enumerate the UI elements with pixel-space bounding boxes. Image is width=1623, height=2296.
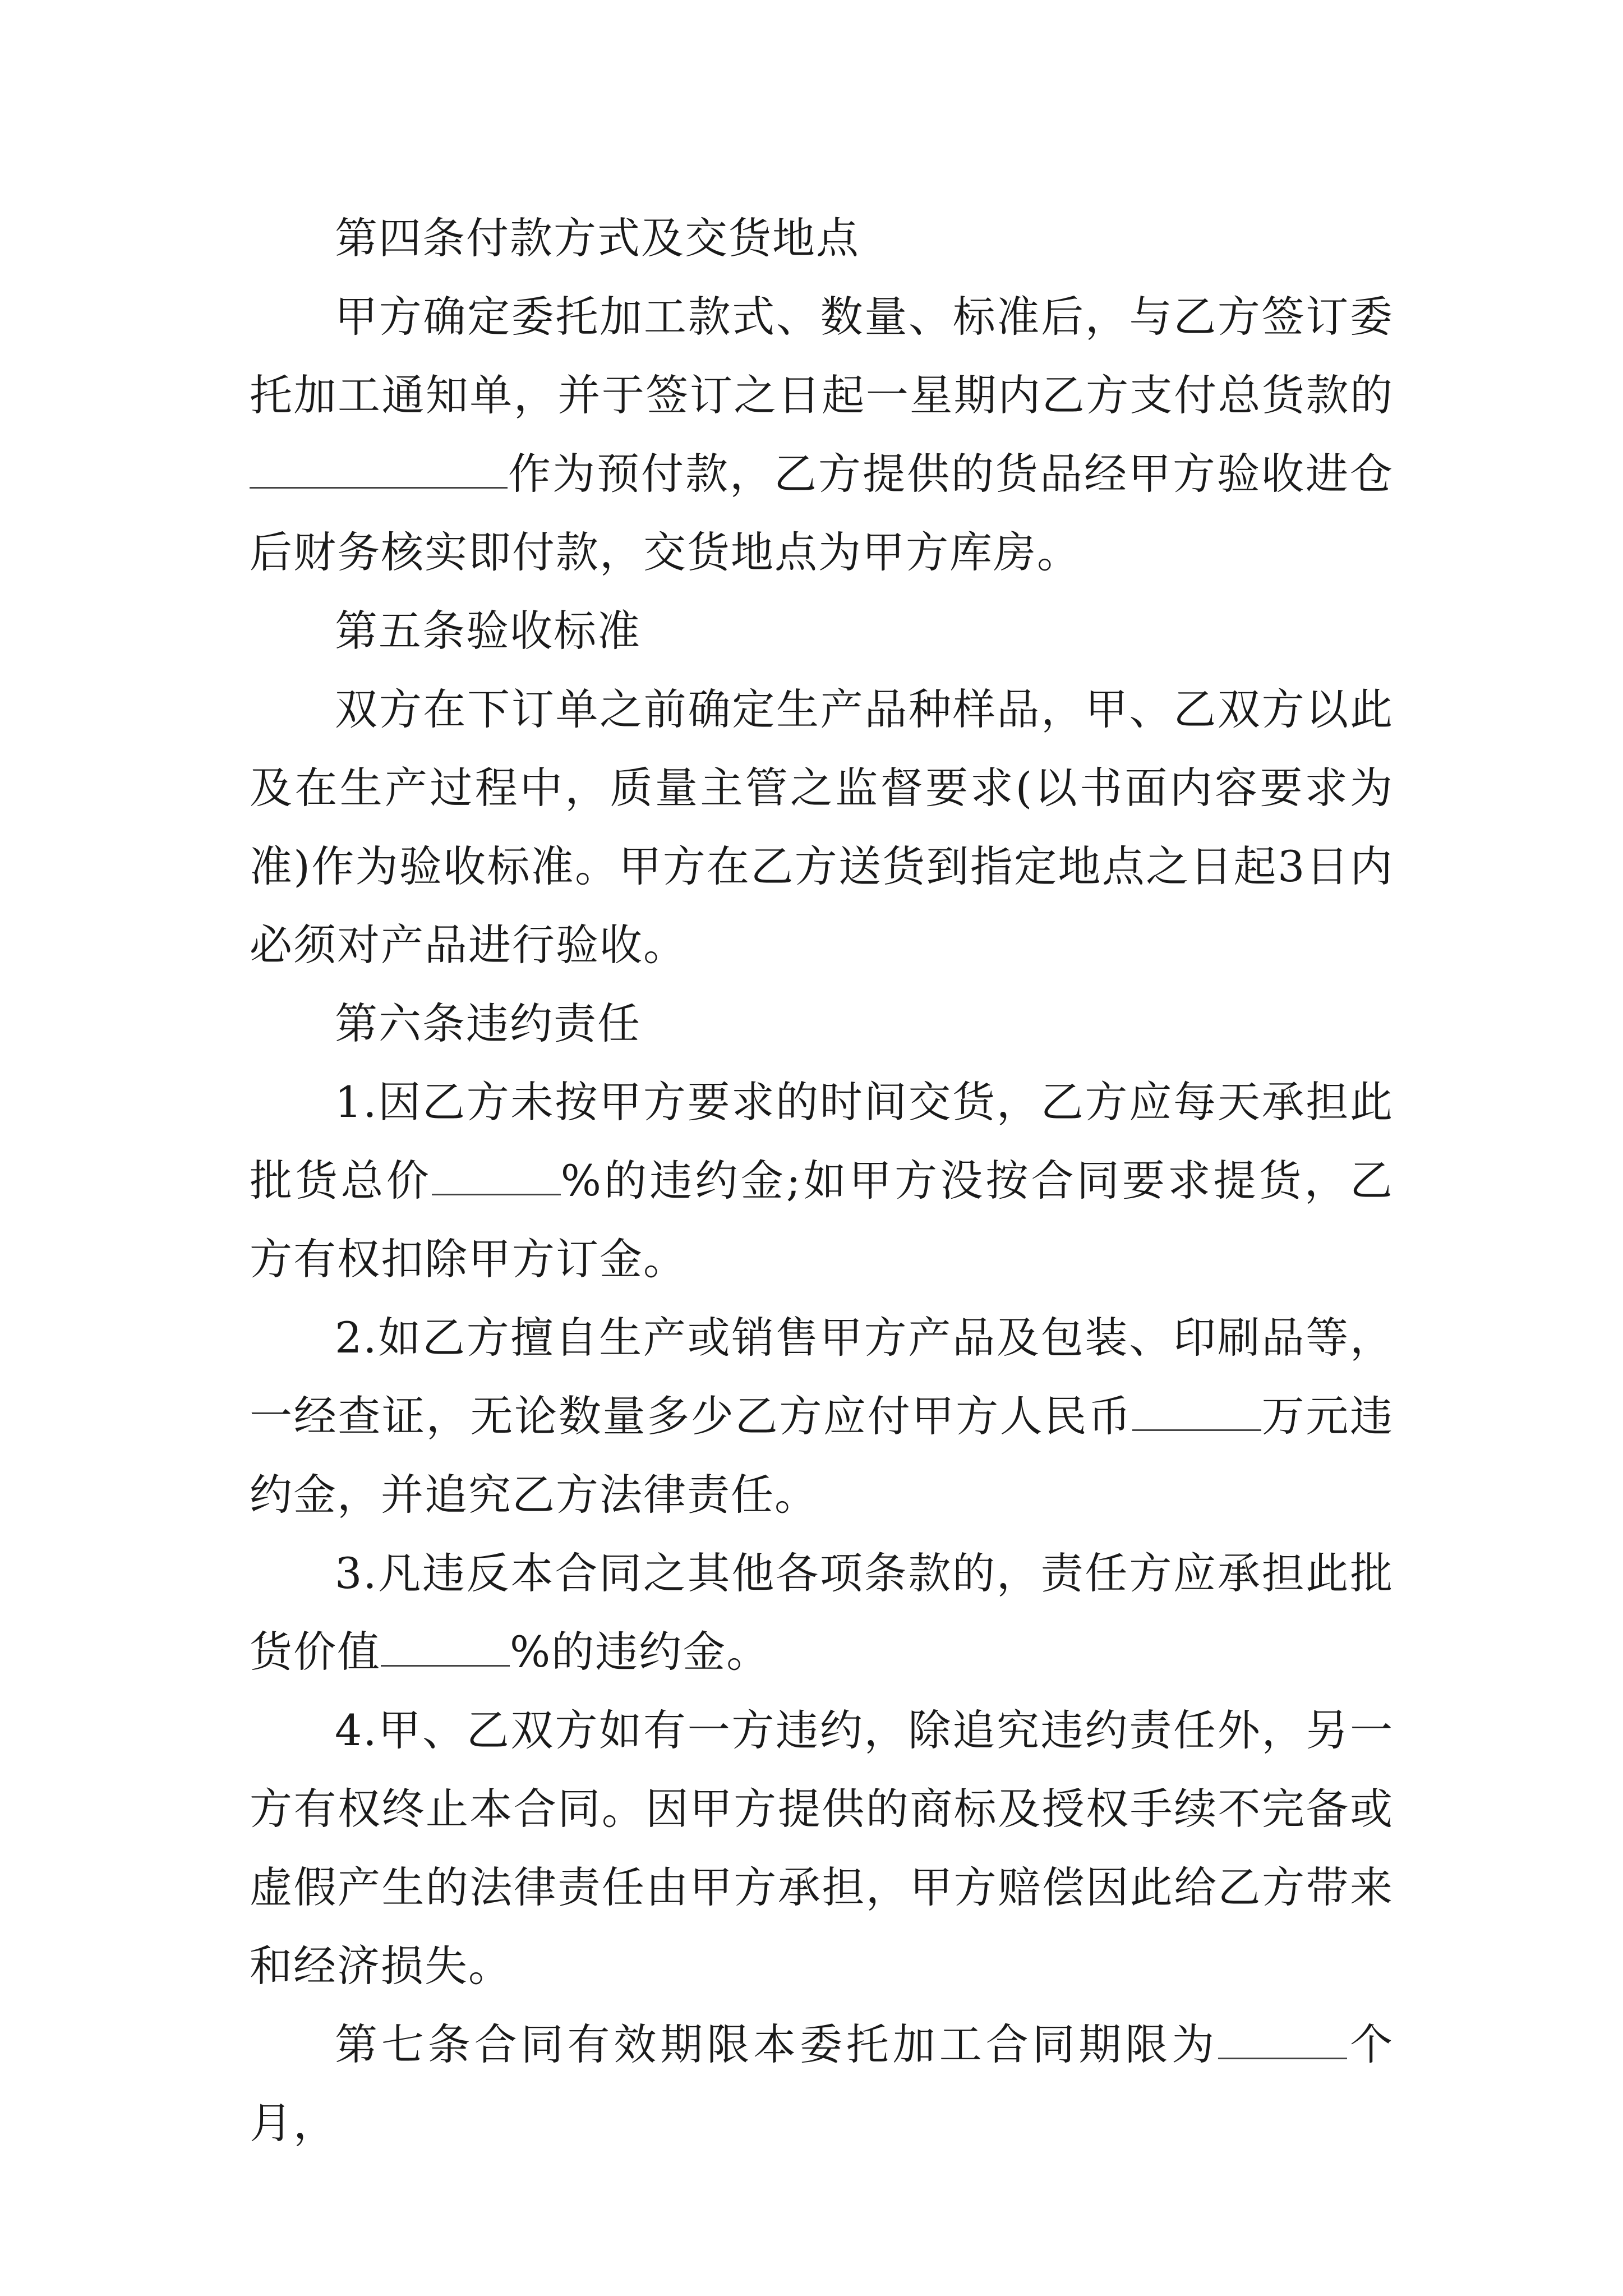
article-6-item-4: 4.甲、乙双方如有一方违约，除追究违约责任外，另一方有权终止本合同。因甲方提供的商标及授权手续不完备或虚假产生的法律责任由甲方承担，甲方赔偿因此给乙方带来和经济损失。 bbox=[250, 1705, 1394, 1991]
contract-months-blank bbox=[1218, 2024, 1347, 2059]
article-5-heading: 第五条验收标准 bbox=[335, 606, 641, 656]
prepayment-blank bbox=[250, 453, 508, 489]
article-7-paragraph: 第七条合同有效期限本委托加工合同期限为 个月， bbox=[250, 2019, 1394, 2148]
article-4-paragraph: 甲方确定委托加工款式、数量、标准后，与乙方签订委托加工通知单，并于签订之日起一星期内乙方支付总货款的作为预付款，乙方提供的货品经甲方验收进仓后财务核实即付款，交货地点为甲方库房。 bbox=[250, 292, 1394, 577]
article-6-item-1: 1.因乙方未按甲方要求的时间交货，乙方应每天承担此批货总价 %的违约金;如甲方没按合同要求提货，乙方有权扣除甲方订金。 bbox=[250, 1077, 1394, 1284]
document-page bbox=[250, 199, 1394, 2162]
breach-percent-blank bbox=[381, 1631, 510, 1667]
article-6-item-2: 2.如乙方擅自生产或销售甲方产品及包装、印刷品等，一经查证，无论数量多少乙方应付甲方人民币 万元违约金，并追究乙方法律责任。 bbox=[250, 1313, 1394, 1520]
article-6-heading: 第六条违约责任 bbox=[335, 999, 641, 1048]
article-5-paragraph: 双方在下订单之前确定生产品种样品，甲、乙双方以此及在生产过程中，质量主管之监督要求(以书面内容要求为准)作为验收标准。甲方在乙方送货到指定地点之日起3日内必须对产品进行验收。 bbox=[250, 684, 1394, 970]
daily-penalty-percent-blank bbox=[432, 1160, 561, 1195]
article-6-item-3: 3.凡违反本合同之其他各项条款的，责任方应承担此批货价值 %的违约金。 bbox=[250, 1548, 1394, 1677]
penalty-amount-blank bbox=[1132, 1396, 1261, 1431]
article-4-heading: 第四条付款方式及交货地点 bbox=[335, 213, 860, 263]
